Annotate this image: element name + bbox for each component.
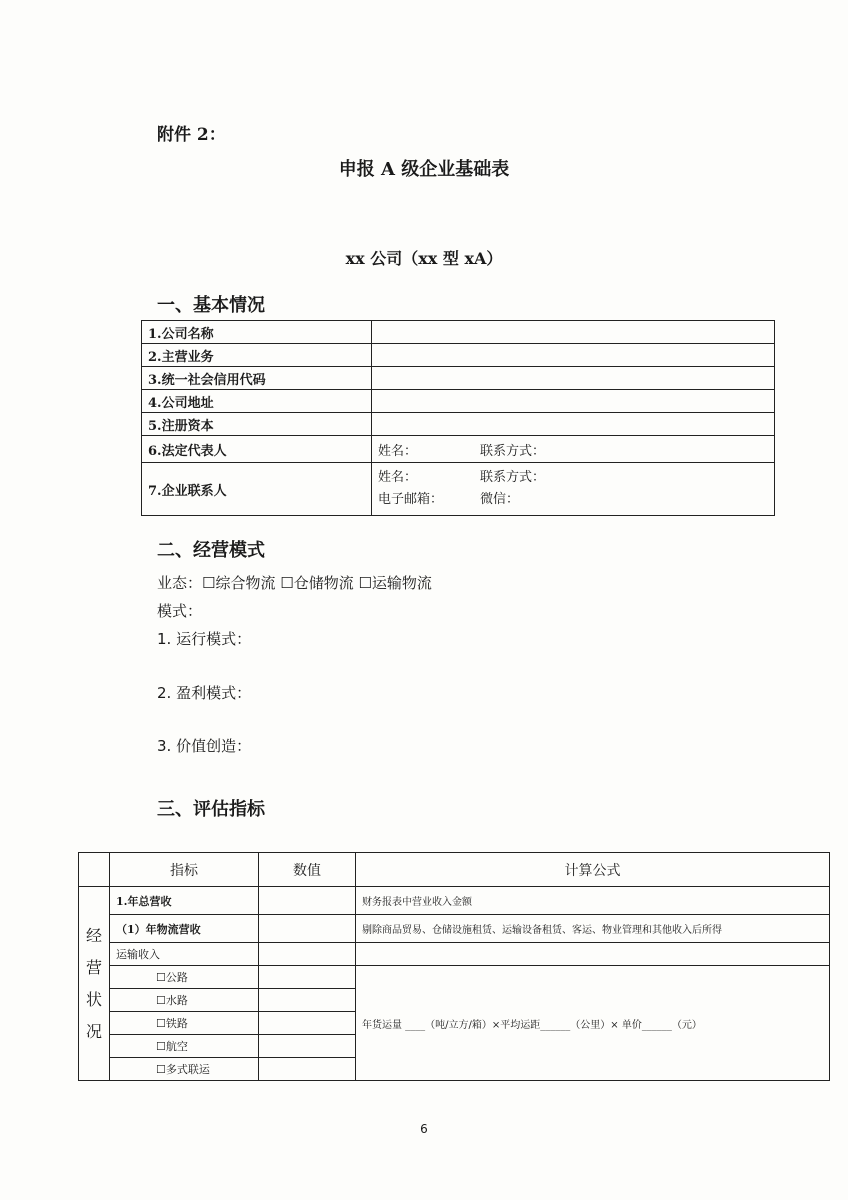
basic-info-table bbox=[141, 320, 775, 516]
page-number: 6 bbox=[420, 1122, 428, 1136]
mode-road[interactable]: ☐公路 bbox=[110, 966, 259, 989]
value-creation-item: 3. 价值创造： bbox=[157, 737, 252, 755]
formula-cell: 财务报表中营业收入金额 bbox=[356, 887, 830, 915]
business-type-line bbox=[157, 572, 432, 593]
value-cell[interactable] bbox=[259, 887, 356, 915]
contact-label: 联系方式： bbox=[480, 470, 546, 485]
section3-heading: 三、评估指标 bbox=[157, 799, 265, 820]
value-cell[interactable] bbox=[372, 413, 775, 436]
mode-rail[interactable]: ☐铁路 bbox=[110, 1012, 259, 1035]
table-row bbox=[142, 367, 775, 390]
table-row bbox=[79, 966, 830, 989]
option-comprehensive[interactable]: ☐综合物流 bbox=[202, 574, 276, 592]
indicator-cell: （1）年物流营收 bbox=[110, 915, 259, 943]
table-row bbox=[79, 943, 830, 966]
value-cell[interactable] bbox=[259, 943, 356, 966]
company-title: xx 公司（xx 型 xA） bbox=[345, 249, 503, 268]
email-label: 电子邮箱： bbox=[378, 492, 444, 507]
table-row bbox=[79, 915, 830, 943]
value-cell[interactable] bbox=[259, 1035, 356, 1058]
attachment-label: 附件 2： bbox=[157, 125, 226, 145]
header-row bbox=[79, 853, 830, 887]
table-row bbox=[142, 321, 775, 344]
mode-label: 模式： bbox=[157, 602, 203, 620]
row-label: 3.统一社会信用代码 bbox=[142, 367, 372, 390]
name-label: 姓名： bbox=[378, 443, 418, 459]
mode-air[interactable]: ☐航空 bbox=[110, 1035, 259, 1058]
profit-mode-item: 2. 盈利模式： bbox=[157, 684, 252, 702]
row-label: 6.法定代表人 bbox=[142, 436, 372, 463]
table-row bbox=[142, 344, 775, 367]
row-label: 1.公司名称 bbox=[142, 321, 372, 344]
section1-heading: 一、基本情况 bbox=[157, 295, 265, 316]
value-cell[interactable] bbox=[259, 915, 356, 943]
value-cell[interactable] bbox=[372, 367, 775, 390]
section2-heading: 二、经营模式 bbox=[157, 540, 265, 561]
row-label: 7.企业联系人 bbox=[142, 463, 372, 516]
mode-multimodal[interactable]: ☐多式联运 bbox=[110, 1058, 259, 1081]
row-label: 5.注册资本 bbox=[142, 413, 372, 436]
option-warehouse[interactable]: ☐仓储物流 bbox=[280, 574, 354, 592]
value-cell[interactable] bbox=[259, 1058, 356, 1081]
side-label: 经 营 状 况 bbox=[79, 887, 110, 1081]
wechat-label: 微信： bbox=[480, 492, 520, 507]
page-title: 申报 A 级企业基础表 bbox=[338, 159, 510, 180]
value-cell[interactable] bbox=[259, 966, 356, 989]
formula-cell: 剔除商品贸易、仓储设施租赁、运输设备租赁、客运、物业管理和其他收入后所得 bbox=[356, 915, 830, 943]
row-label: 4.公司地址 bbox=[142, 390, 372, 413]
header-blank bbox=[79, 853, 110, 887]
header-formula: 计算公式 bbox=[356, 853, 830, 887]
name-label: 姓名： bbox=[378, 470, 418, 485]
business-type-prefix: 业态： bbox=[157, 574, 203, 592]
table-row bbox=[142, 413, 775, 436]
value-cell[interactable] bbox=[372, 344, 775, 367]
value-cell[interactable] bbox=[259, 1012, 356, 1035]
indicator-cell: 运输收入 bbox=[110, 943, 259, 966]
table-row bbox=[142, 436, 775, 463]
option-transport[interactable]: ☐运输物流 bbox=[358, 574, 432, 592]
value-cell[interactable] bbox=[372, 321, 775, 344]
value-cell[interactable] bbox=[372, 390, 775, 413]
value-cell[interactable] bbox=[372, 463, 775, 516]
table-row bbox=[79, 887, 830, 915]
mode-water[interactable]: ☐水路 bbox=[110, 989, 259, 1012]
table-row bbox=[142, 463, 775, 516]
table-row bbox=[142, 390, 775, 413]
header-indicator: 指标 bbox=[110, 853, 259, 887]
operation-mode-item: 1. 运行模式： bbox=[157, 630, 252, 648]
contact-label: 联系方式： bbox=[480, 443, 546, 459]
formula-cell bbox=[356, 943, 830, 966]
value-cell[interactable] bbox=[372, 436, 775, 463]
indicator-cell: 1.年总营收 bbox=[110, 887, 259, 915]
header-value: 数值 bbox=[259, 853, 356, 887]
transport-formula: 年货运量 ____（吨/立方/箱）×平均运距______（公里）× 单价______（元） bbox=[356, 966, 830, 1081]
row-label: 2.主营业务 bbox=[142, 344, 372, 367]
value-cell[interactable] bbox=[259, 989, 356, 1012]
evaluation-table bbox=[78, 852, 830, 1081]
